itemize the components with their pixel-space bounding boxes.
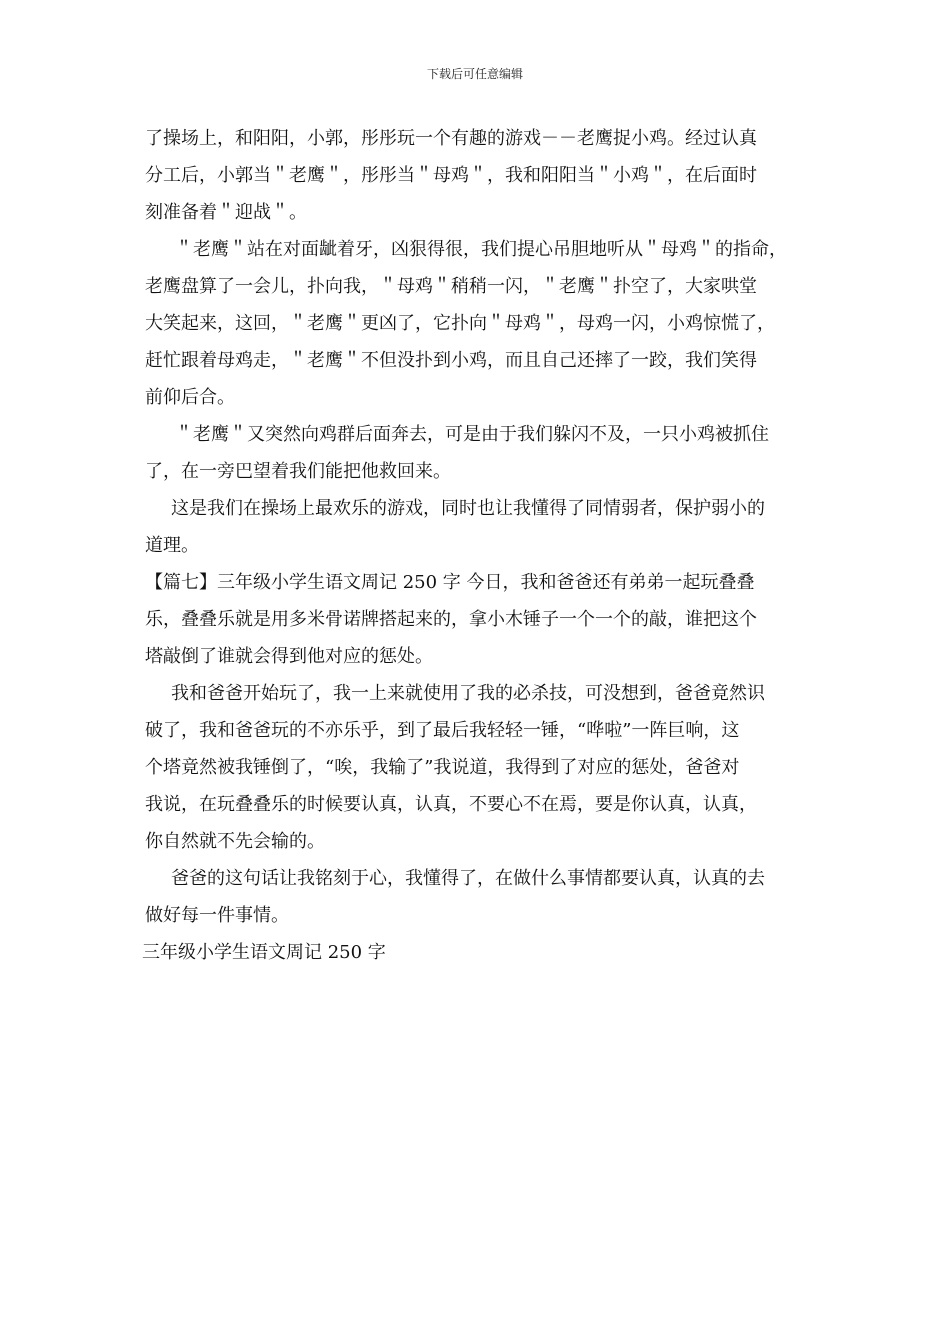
paragraph-5 bbox=[145, 564, 815, 675]
text-line: 你自然就不先会输的。 bbox=[145, 831, 325, 852]
text-line: 我说，在玩叠叠乐的时候要认真，认真，不要心不在焉，要是你认真，认真， bbox=[145, 794, 757, 815]
page-header: 下载后可任意编辑 bbox=[426, 67, 523, 81]
text-line: ＂老鹰＂又突然向鸡群后面奔去，可是由于我们躲闪不及，一只小鸡被抓住 bbox=[175, 424, 769, 445]
text-line: 前仰后合。 bbox=[145, 387, 235, 408]
paragraph-6 bbox=[145, 675, 815, 860]
text-line: 个塔竟然被我锤倒了，“唉，我输了”我说道，我得到了对应的惩处，爸爸对 bbox=[145, 757, 740, 778]
text-line: 乐，叠叠乐就是用多米骨诺牌搭起来的，拿小木锤子一个一个的敲，谁把这个 bbox=[145, 609, 757, 630]
text-line: 赶忙跟着母鸡走，＂老鹰＂不但没扑到小鸡，而且自己还摔了一跤，我们笑得 bbox=[145, 350, 757, 371]
text-line: 塔敲倒了谁就会得到他对应的惩处。 bbox=[145, 646, 433, 667]
closing-title: 三年级小学生语文周记 250 字 bbox=[142, 942, 386, 963]
text-line: 刻准备着＂迎战＂。 bbox=[145, 202, 307, 223]
text-line: 了操场上，和阳阳，小郭，彤彤玩一个有趣的游戏－－老鹰捉小鸡。经过认真 bbox=[145, 128, 757, 149]
text-line: 了，在一旁巴望着我们能把他救回来。 bbox=[145, 461, 451, 482]
text-line: 道理。 bbox=[145, 535, 199, 556]
text-line: 破了，我和爸爸玩的不亦乐乎，到了最后我轻轻一锤，“哗啦”一阵巨响，这 bbox=[145, 720, 740, 741]
text-line: 我和爸爸开始玩了，我一上来就使用了我的必杀技，可没想到，爸爸竟然识 bbox=[171, 683, 765, 704]
text-line: 分工后，小郭当＂老鹰＂，彤彤当＂母鸡＂，我和阳阳当＂小鸡＂，在后面时 bbox=[145, 165, 757, 186]
text-line: 这是我们在操场上最欢乐的游戏，同时也让我懂得了同情弱者，保护弱小的 bbox=[171, 498, 765, 519]
paragraph-4 bbox=[145, 490, 815, 564]
text-line: 老鹰盘算了一会儿，扑向我，＂母鸡＂稍稍一闪，＂老鹰＂扑空了，大家哄堂 bbox=[145, 276, 757, 297]
document-body bbox=[142, 120, 815, 971]
text-line: 做好每一件事情。 bbox=[145, 905, 289, 926]
text-line: 爸爸的这句话让我铭刻于心，我懂得了，在做什么事情都要认真，认真的去 bbox=[171, 868, 765, 889]
paragraph-1 bbox=[145, 120, 815, 231]
paragraph-2 bbox=[145, 231, 815, 416]
text-line: 大笑起来，这回，＂老鹰＂更凶了，它扑向＂母鸡＂，母鸡一闪，小鸡惊慌了， bbox=[145, 313, 775, 334]
paragraph-3 bbox=[145, 416, 815, 490]
paragraph-7 bbox=[145, 860, 815, 934]
section-heading-line: 【篇七】三年级小学生语文周记 250 字 今日，我和爸爸还有弟弟一起玩叠叠 bbox=[145, 572, 755, 593]
text-line: ＂老鹰＂站在对面龇着牙，凶狠得很，我们提心吊胆地听从＂母鸡＂的指命， bbox=[175, 239, 787, 260]
